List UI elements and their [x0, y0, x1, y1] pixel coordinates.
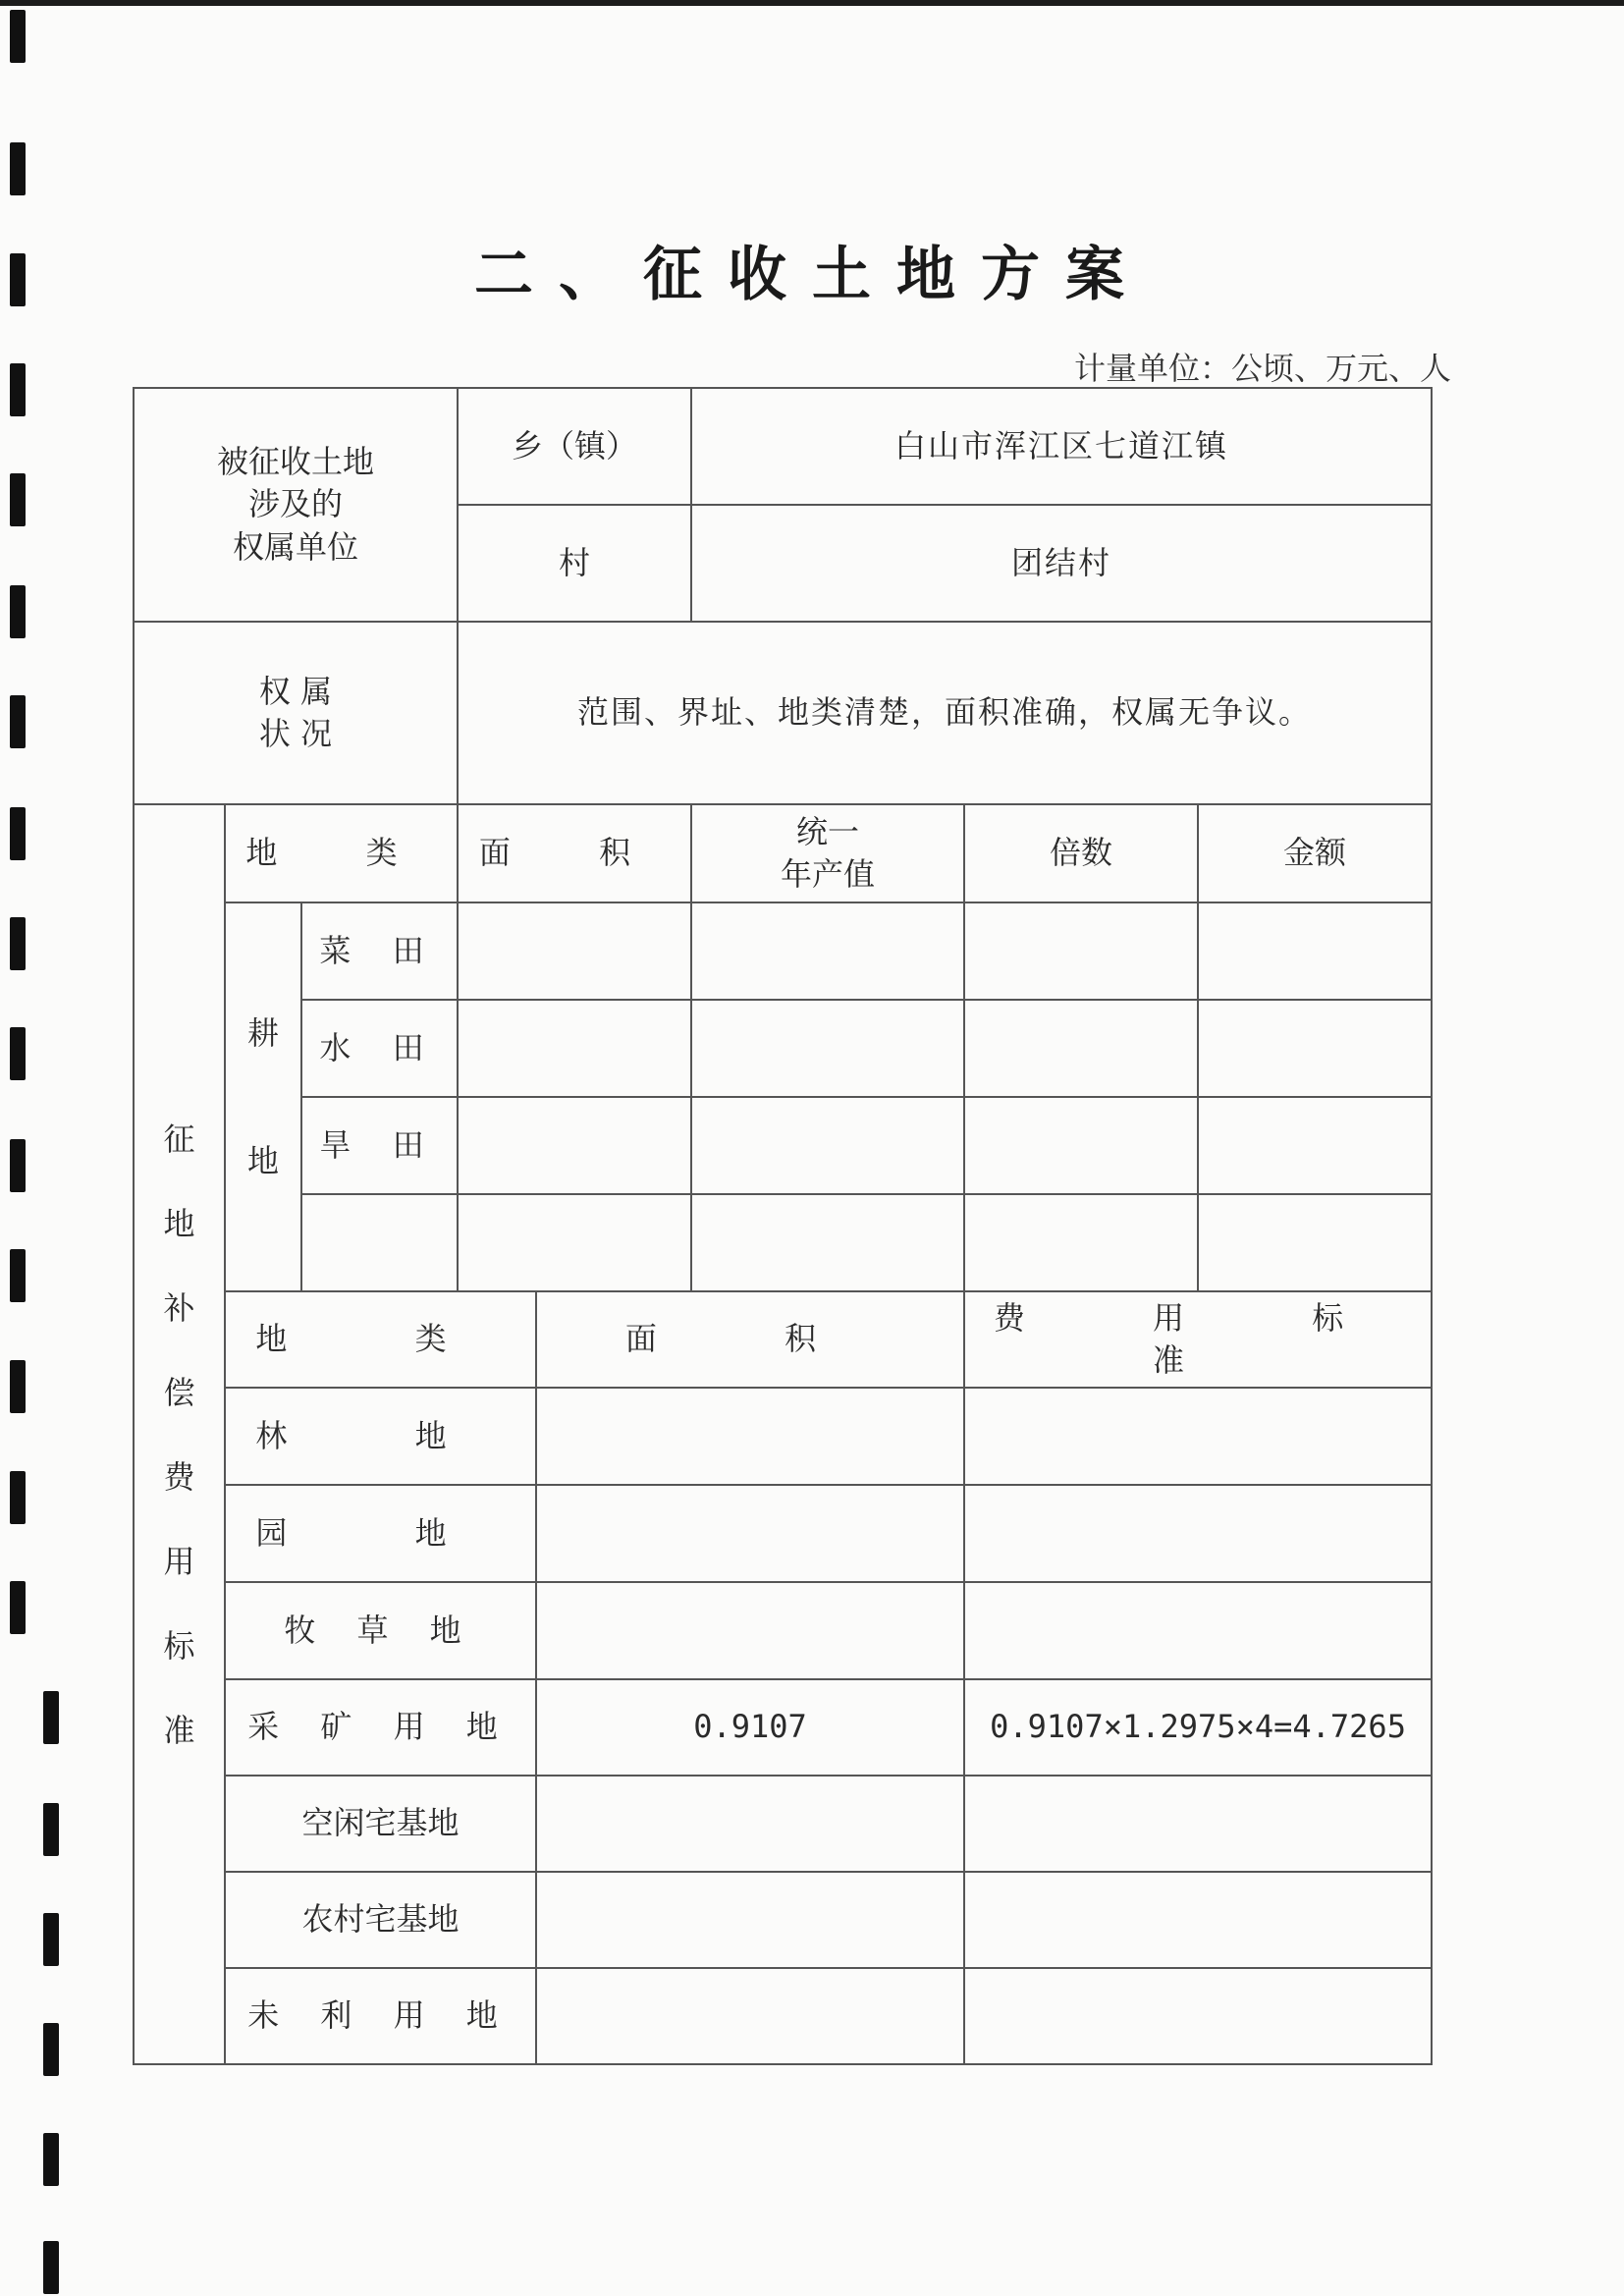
other-land-area: 0.9107 [536, 1679, 964, 1776]
other-land-standard [964, 1776, 1432, 1872]
binding-hole [10, 1360, 26, 1413]
other-land-type: 未 利 用 地 [225, 1968, 536, 2064]
other-land-standard [964, 1485, 1432, 1582]
farmland-multiple [964, 1097, 1198, 1194]
compensation-side-label [134, 804, 225, 2064]
scan-top-edge [0, 0, 1624, 6]
other-land-standard [964, 1582, 1432, 1679]
binding-hole [43, 1803, 59, 1856]
binding-hole [10, 1471, 26, 1524]
page-title: 二、征收土地方案 [474, 241, 1150, 309]
other-land-type: 牧 草 地 [225, 1582, 536, 1679]
binding-hole [10, 695, 26, 748]
compensation-side-text: 征地补偿费用标准 [163, 1120, 195, 1749]
binding-hole [10, 917, 26, 970]
farmland-area [458, 1097, 691, 1194]
binding-hole [10, 585, 26, 638]
other-header-area: 面 积 [536, 1291, 964, 1388]
farmland-multiple [964, 902, 1198, 1000]
farmland-header-area: 面 积 [458, 804, 691, 902]
binding-hole [43, 2241, 59, 2294]
other-header-type: 地 类 [225, 1291, 536, 1388]
farmland-area [458, 902, 691, 1000]
binding-hole [43, 2133, 59, 2186]
farmland-multiple [964, 1000, 1198, 1097]
farmland-amount [1198, 1097, 1432, 1194]
land-acquisition-table [133, 387, 1433, 2065]
other-land-area [536, 1582, 964, 1679]
other-land-type: 园 地 [225, 1485, 536, 1582]
farmland-value [691, 1000, 964, 1097]
farmland-type: 菜 田 [301, 902, 458, 1000]
other-land-type: 林 地 [225, 1388, 536, 1485]
other-land-area [536, 1872, 964, 1968]
farmland-type: 旱 田 [301, 1097, 458, 1194]
binding-hole [43, 1691, 59, 1744]
binding-hole [10, 1249, 26, 1302]
village-label: 村 [458, 505, 691, 622]
ownership-status-label: 权 属 状 况 [134, 622, 458, 804]
measurement-unit: 计量单位：公顷、万元、人 [1073, 350, 1451, 387]
binding-hole [10, 10, 26, 63]
farmland-value [691, 1097, 964, 1194]
other-land-area [536, 1388, 964, 1485]
binding-hole [10, 473, 26, 526]
farmland-area [458, 1194, 691, 1291]
ownership-status-value: 范围、界址、地类清楚，面积准确，权属无争议。 [458, 622, 1432, 804]
other-land-type: 农村宅基地 [225, 1872, 536, 1968]
farmland-header-type: 地 类 [225, 804, 458, 902]
other-land-standard [964, 1388, 1432, 1485]
binding-hole [10, 807, 26, 860]
other-land-type: 采 矿 用 地 [225, 1679, 536, 1776]
village-value: 团结村 [691, 505, 1432, 622]
binding-hole [10, 1581, 26, 1634]
farmland-amount [1198, 1000, 1432, 1097]
binding-hole [10, 1139, 26, 1192]
farmland-group-label [225, 902, 301, 1291]
other-land-area [536, 1485, 964, 1582]
binding-holes [0, 0, 69, 2296]
binding-hole [43, 2023, 59, 2076]
binding-hole [10, 363, 26, 416]
binding-hole [10, 142, 26, 195]
township-label: 乡（镇） [458, 388, 691, 505]
other-header-standard: 费 用 标 准 [964, 1291, 1432, 1388]
other-land-area [536, 1776, 964, 1872]
ownership-unit-label: 被征收土地 涉及的 权属单位 [134, 388, 458, 622]
farmland-header-value: 统一 年产值 [691, 804, 964, 902]
binding-hole [10, 1027, 26, 1080]
other-land-standard [964, 1968, 1432, 2064]
other-land-type: 空闲宅基地 [225, 1776, 536, 1872]
farmland-value [691, 1194, 964, 1291]
other-land-standard [964, 1872, 1432, 1968]
farmland-header-multiple: 倍数 [964, 804, 1198, 902]
farmland-header-amount: 金额 [1198, 804, 1432, 902]
farmland-group-text: 耕地 [247, 1014, 280, 1179]
farmland-type [301, 1194, 458, 1291]
farmland-amount [1198, 902, 1432, 1000]
farmland-type: 水 田 [301, 1000, 458, 1097]
farmland-value [691, 902, 964, 1000]
binding-hole [43, 1913, 59, 1966]
farmland-area [458, 1000, 691, 1097]
farmland-amount [1198, 1194, 1432, 1291]
other-land-standard: 0.9107×1.2975×4=4.7265 [964, 1679, 1432, 1776]
township-value: 白山市浑江区七道江镇 [691, 388, 1432, 505]
farmland-multiple [964, 1194, 1198, 1291]
other-land-area [536, 1968, 964, 2064]
